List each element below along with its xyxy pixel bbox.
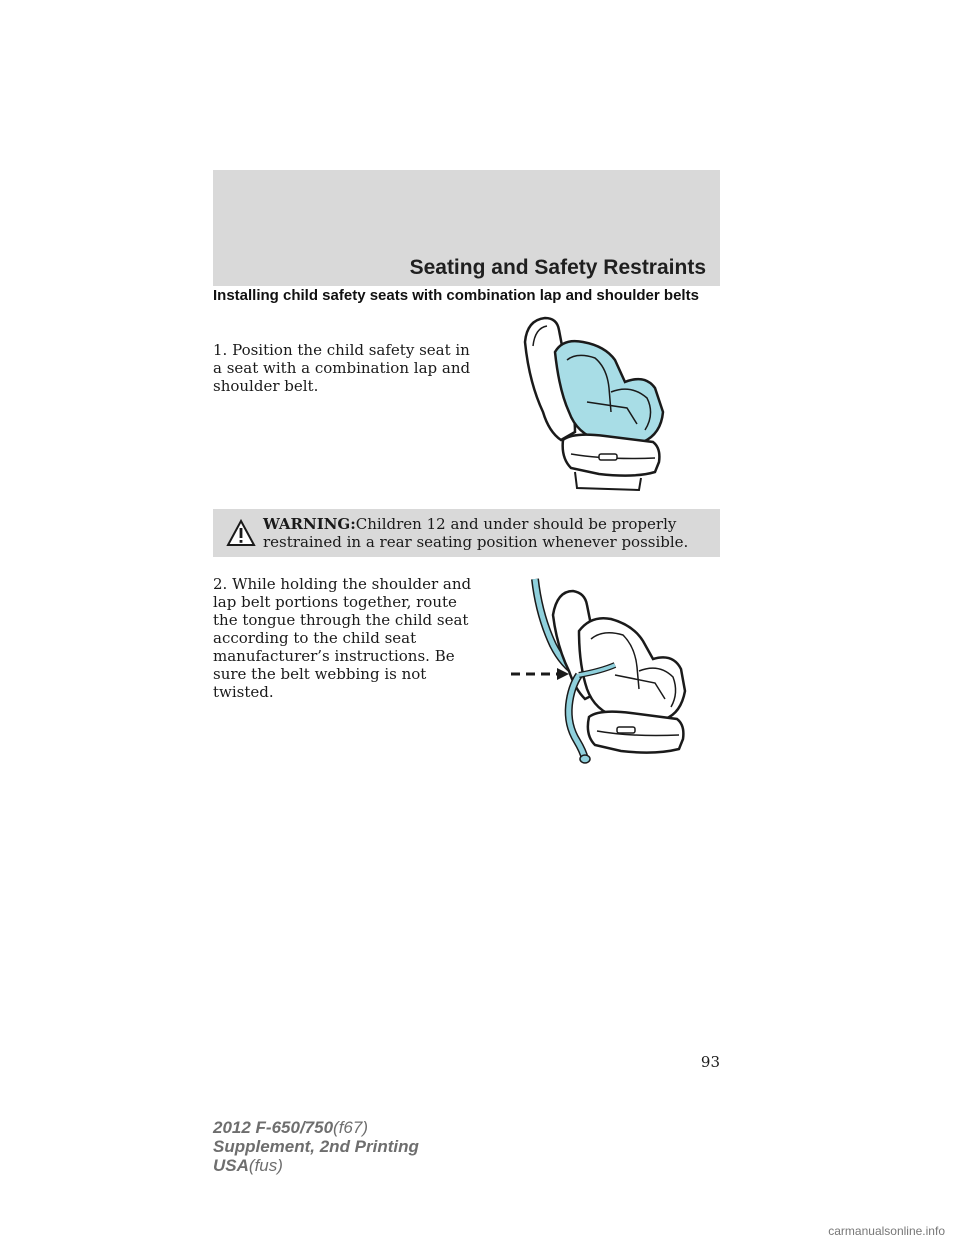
footer-region-code: (fus) [248, 1156, 283, 1175]
section-header-band [213, 170, 720, 286]
footer-print-info [213, 1118, 419, 1175]
section-title: Seating and Safety Restraints [409, 256, 706, 279]
footer-edition: Supplement, 2nd Printing [213, 1137, 419, 1156]
page-number: 93 [700, 1053, 720, 1071]
step-2-text: 2. While holding the shoulder and lap belt portions together, route the tongue through the child seat according to the child seat manufacturer’s instructions. Be sure the belt webbing is not twisted. [213, 575, 472, 701]
belt-routing-illustration-2 [505, 575, 695, 765]
step-1-text: 1. Position the child safety seat in a seat with a combination lap and shoulder belt. [213, 341, 471, 395]
child-seat-illustration-1 [515, 312, 675, 502]
warning-box [213, 509, 720, 557]
footer-region: USA [213, 1156, 249, 1175]
section-heading: Installing child safety seats with combination lap and shoulder belts [213, 287, 699, 304]
footer-model: 2012 F-650/750 [213, 1118, 334, 1137]
warning-text-block [263, 515, 713, 551]
watermark-link[interactable]: carmanualsonline.info [828, 1224, 945, 1238]
warning-label: WARNING: [263, 515, 356, 533]
warning-triangle-icon [226, 519, 256, 547]
footer-model-code: (f67) [333, 1118, 369, 1137]
warning-message: Children 12 and under should be properly restrained in a rear seating position whenever possible. [263, 515, 689, 551]
